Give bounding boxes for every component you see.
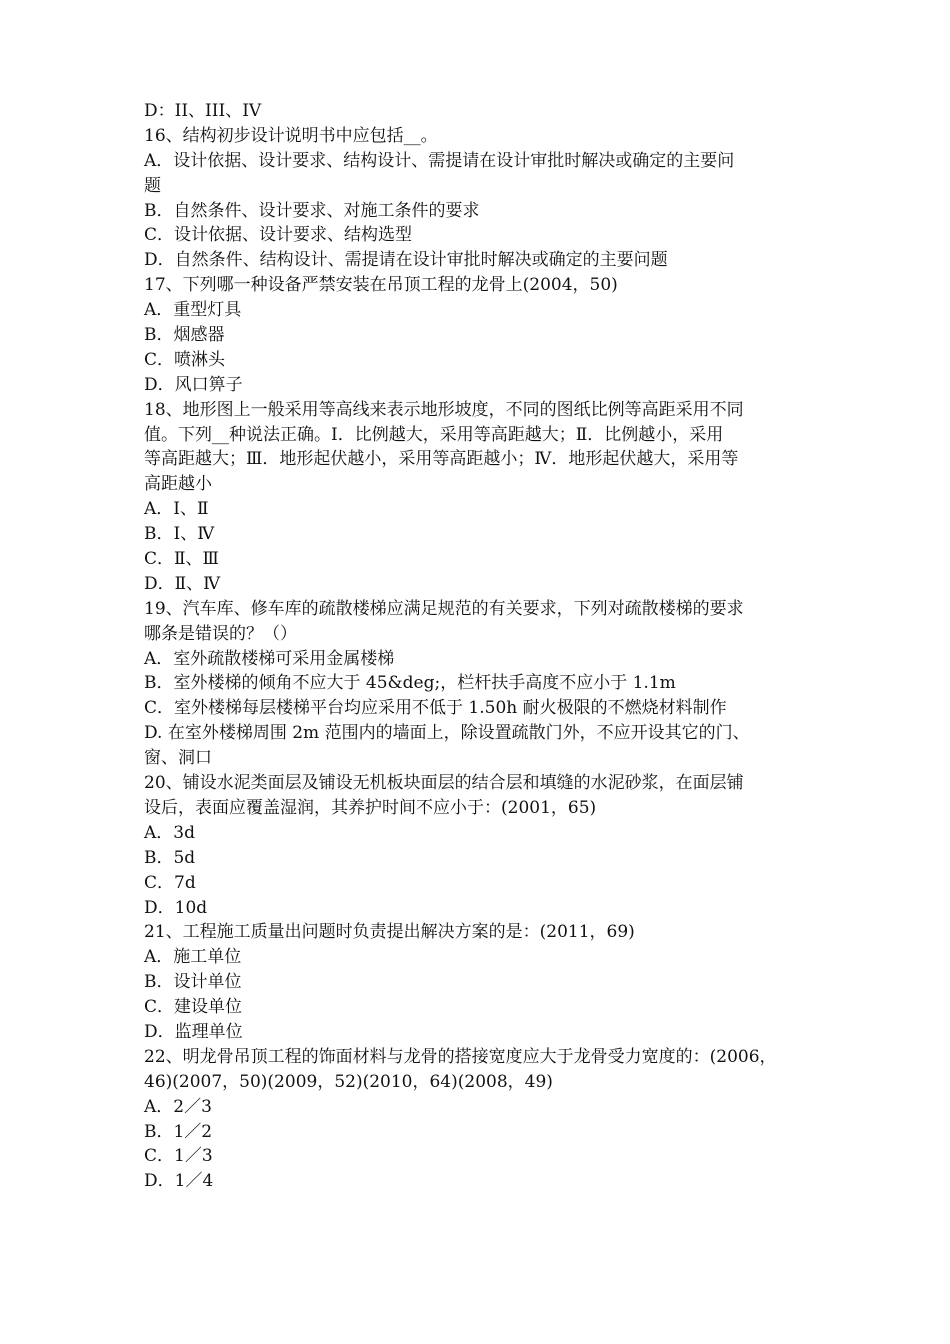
question-17-option-c: C．喷淋头 bbox=[144, 349, 226, 370]
question-16-option-d: D．自然条件、结构设计、需提请在设计审批时解决或确定的主要问题 bbox=[144, 250, 668, 271]
question-18-option-a: A．Ⅰ、Ⅱ bbox=[144, 499, 209, 520]
question-19-option-a: A．室外疏散楼梯可采用金属楼梯 bbox=[144, 648, 395, 669]
question-21-option-c: C．建设单位 bbox=[144, 997, 243, 1018]
question-16-stem: 16、结构初步设计说明书中应包括__。 bbox=[144, 125, 438, 146]
question-18-stem-cont: 等高距越大；Ⅲ．地形起伏越小，采用等高距越小；Ⅳ．地形起伏越大，采用等 bbox=[144, 449, 739, 470]
question-16-option-c: C．设计依据、设计要求、结构选型 bbox=[144, 225, 413, 246]
document-body bbox=[144, 99, 824, 1194]
question-21-option-d: D．监理单位 bbox=[144, 1021, 243, 1042]
question-21-stem: 21、工程施工质量出问题时负责提出解决方案的是：(2011，69) bbox=[144, 922, 635, 943]
question-17-option-d: D．风口箅子 bbox=[144, 374, 243, 395]
question-17-option-b: B．烟感器 bbox=[144, 325, 225, 346]
question-20-option-c: C．7d bbox=[144, 872, 196, 893]
question-20-option-a: A．3d bbox=[144, 822, 195, 843]
question-18-option-b: B．Ⅰ、Ⅳ bbox=[144, 524, 215, 545]
question-19-stem: 19、汽车库、修车库的疏散楼梯应满足规范的有关要求，下列对疏散楼梯的要求 bbox=[144, 598, 744, 619]
question-22-option-d: D．1／4 bbox=[144, 1171, 214, 1192]
question-22-option-a: A．2／3 bbox=[144, 1096, 212, 1117]
question-16-option-b: B．自然条件、设计要求、对施工条件的要求 bbox=[144, 200, 480, 221]
question-19-option-d-cont: 窗、洞口 bbox=[144, 748, 212, 769]
question-21-option-a: A．施工单位 bbox=[144, 947, 242, 968]
question-18-option-c: C．Ⅱ、Ⅲ bbox=[144, 549, 219, 570]
question-16-option-a-cont: 题 bbox=[144, 175, 161, 196]
question-19-stem-cont: 哪条是错误的？（） bbox=[144, 623, 297, 644]
question-16-option-a: A．设计依据、设计要求、结构设计、需提请在设计审批时解决或确定的主要问 bbox=[144, 150, 735, 171]
question-18-stem: 18、地形图上一般采用等高线来表示地形坡度，不同的图纸比例等高距采用不同 bbox=[144, 399, 744, 420]
question-18-option-d: D．Ⅱ、Ⅳ bbox=[144, 573, 221, 594]
question-17-stem: 17、下列哪一种设备严禁安装在吊顶工程的龙骨上(2004，50) bbox=[144, 275, 618, 296]
question-22-option-c: C．1／3 bbox=[144, 1146, 213, 1167]
question-20-option-b: B．5d bbox=[144, 847, 196, 868]
question-22-option-b: B．1／2 bbox=[144, 1121, 213, 1142]
question-20-option-d: D．10d bbox=[144, 897, 208, 918]
question-22-stem: 22、明龙骨吊顶工程的饰面材料与龙骨的搭接宽度应大于龙骨受力宽度的：(2006， bbox=[144, 1046, 777, 1067]
question-19-option-c: C．室外楼梯每层楼梯平台均应采用不低于 1.50h 耐火极限的不燃烧材料制作 bbox=[144, 698, 727, 719]
question-18-stem-cont: 值。下列__种说法正确。Ⅰ．比例越大，采用等高距越大；Ⅱ．比例越小，采用 bbox=[144, 424, 724, 445]
question-20-stem-cont: 设后，表面应覆盖湿润，其养护时间不应小于：(2001，65) bbox=[144, 797, 597, 818]
question-19-option-b: B．室外楼梯的倾角不应大于 45&deg;，栏杆扶手高度不应小于 1.1m bbox=[144, 673, 676, 694]
answer-option-line: D：II、III、IV bbox=[144, 101, 262, 121]
question-17-option-a: A．重型灯具 bbox=[144, 300, 242, 321]
question-18-stem-cont: 高距越小 bbox=[144, 474, 212, 495]
question-19-option-d: D. 在室外楼梯周围 2m 范围内的墙面上，除设置疏散门外，不应开设其它的门、 bbox=[144, 723, 750, 744]
question-22-stem-cont: 46)(2007，50)(2009，52)(2010，64)(2008，49) bbox=[144, 1071, 553, 1092]
question-20-stem: 20、铺设水泥类面层及铺设无机板块面层的结合层和填缝的水泥砂浆，在面层铺 bbox=[144, 773, 744, 794]
question-21-option-b: B．设计单位 bbox=[144, 972, 242, 993]
